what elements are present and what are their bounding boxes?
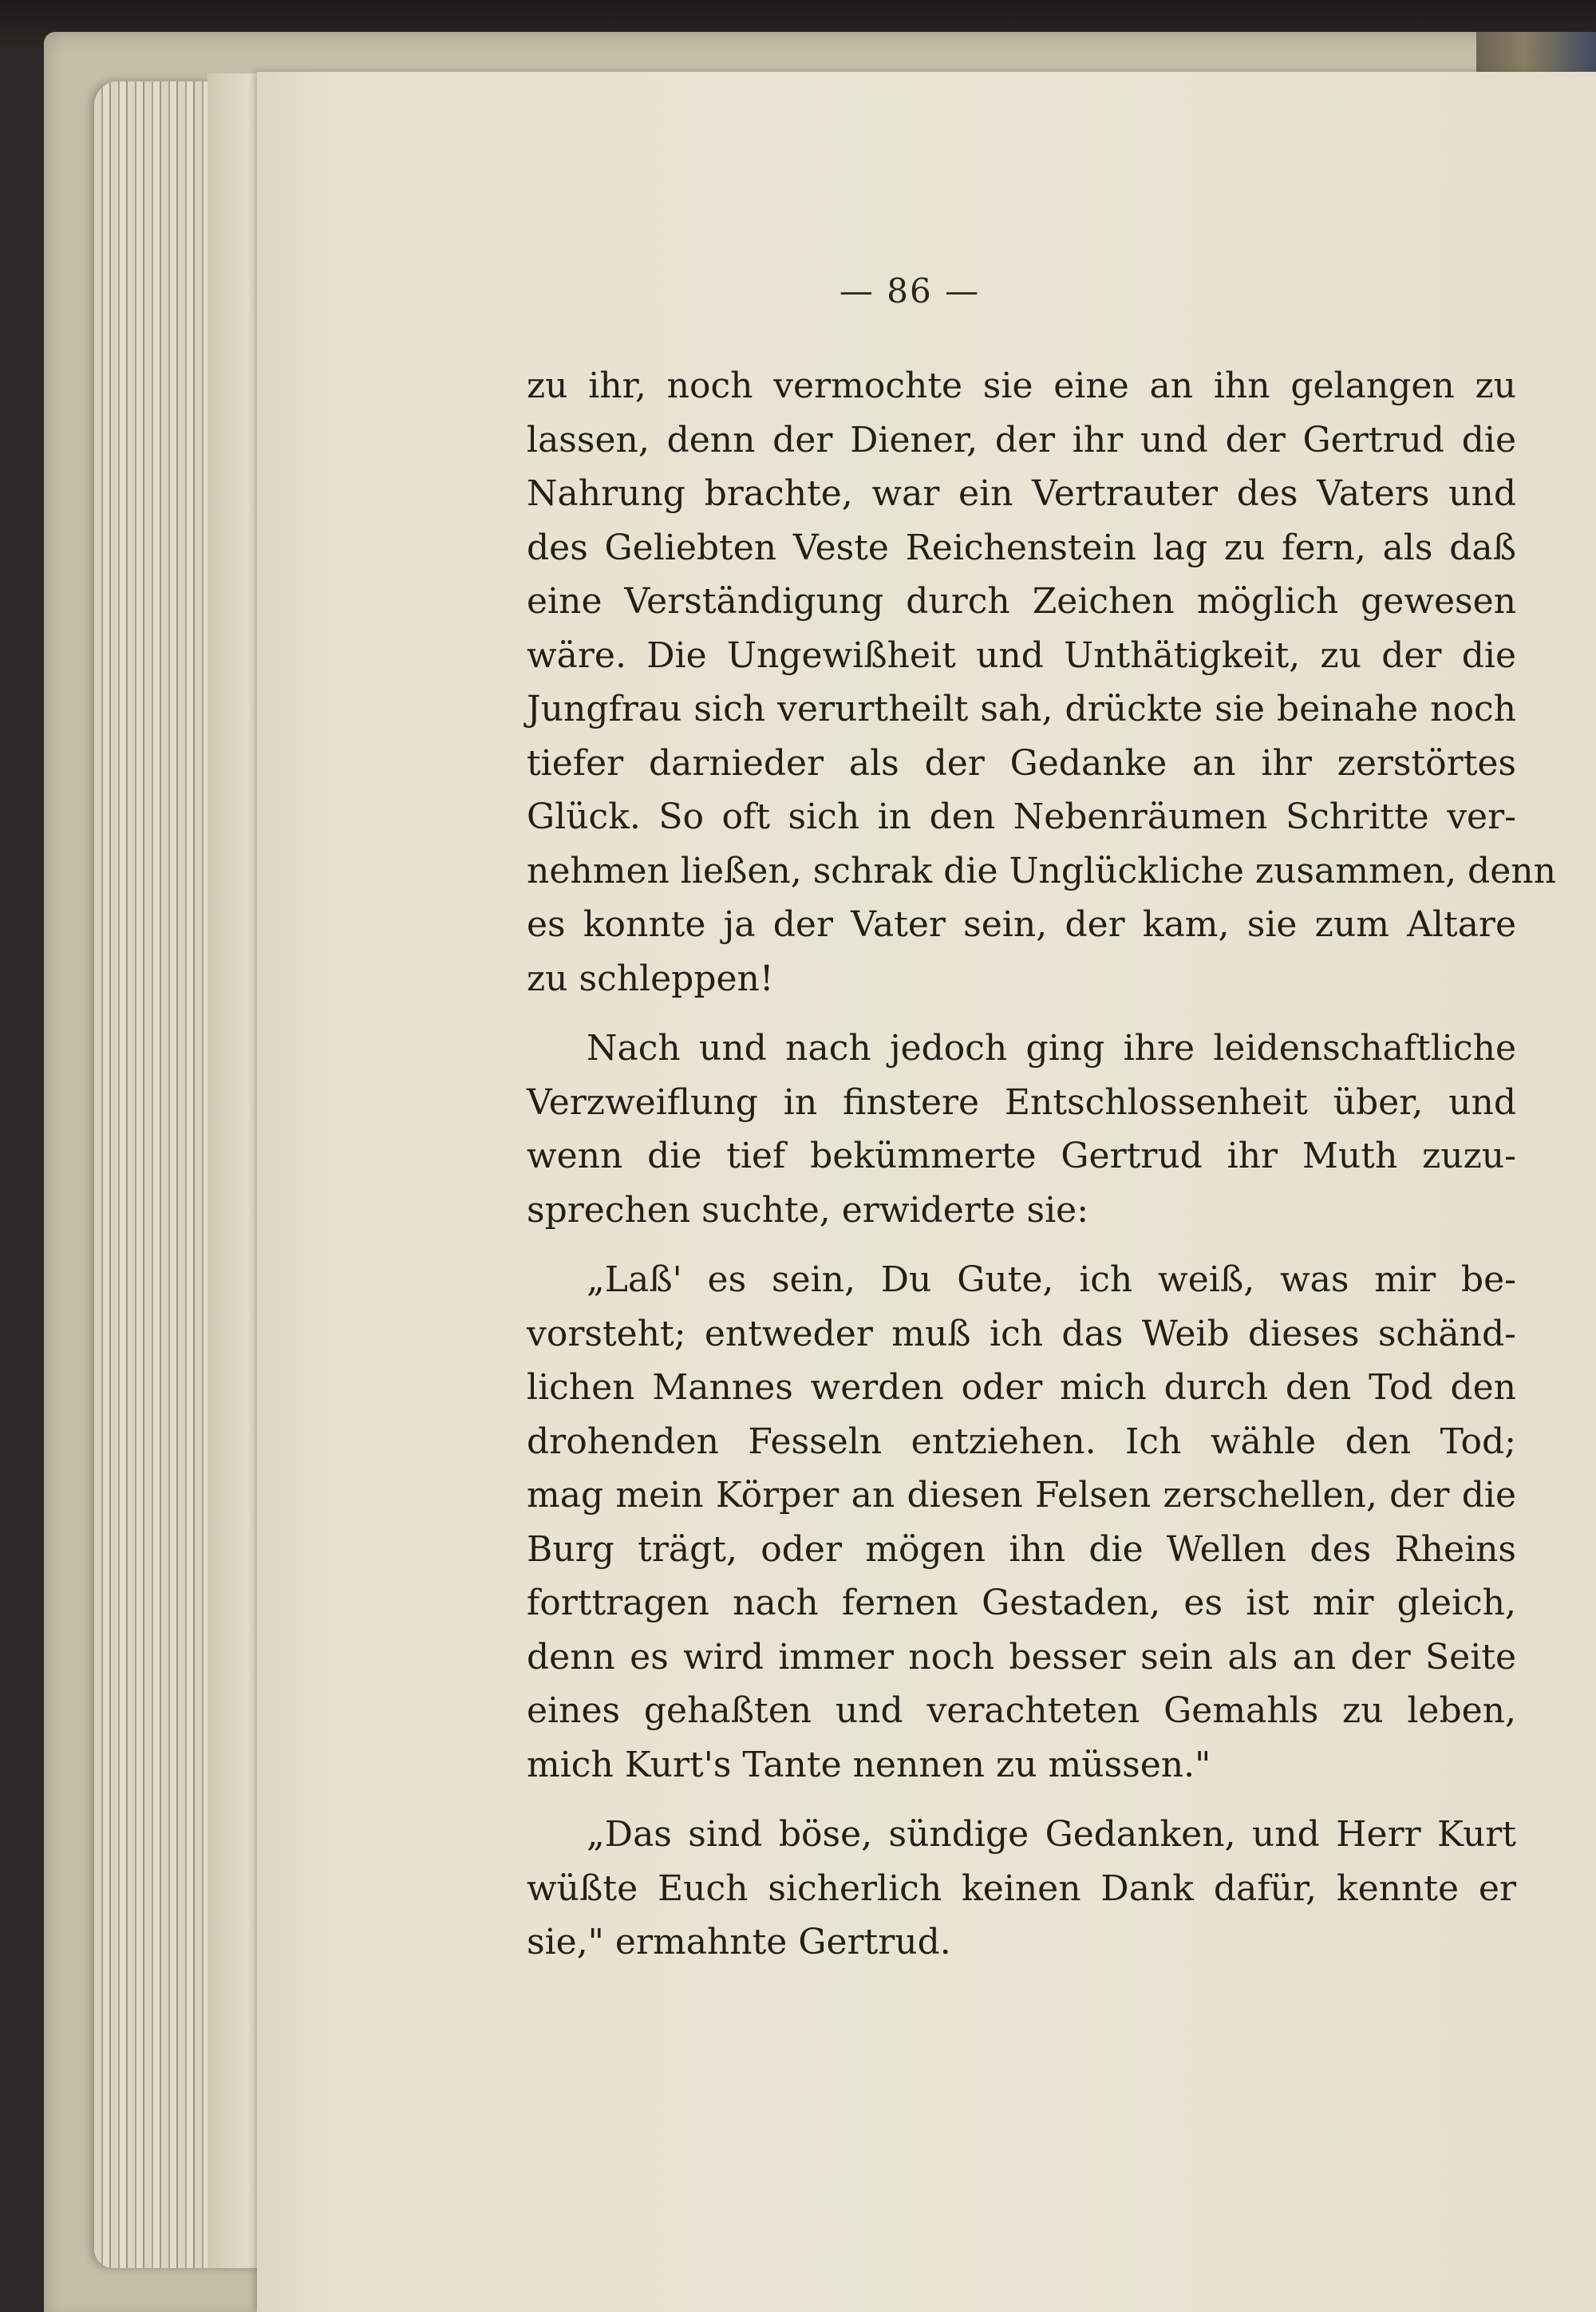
text-line: wäre. Die Ungewißheit und Unthätigkeit, zu der die	[527, 634, 1516, 676]
text-line: „Laß' es sein, Du Gute, ich weiß, was mir be-	[587, 1259, 1516, 1300]
paragraph-1	[527, 359, 1556, 1006]
text-line: wenn die tief bekümmerte Gertrud ihr Muth zuzu-	[527, 1136, 1516, 1176]
text-line: mag mein Körper an diesen Felsen zerschellen, der die	[527, 1475, 1516, 1516]
text-line: lichen Mannes werden oder mich durch den Tod den	[527, 1367, 1516, 1408]
text-line: Burg trägt, oder mögen ihn die Wellen des Rheins	[527, 1528, 1516, 1570]
text-body	[527, 359, 1556, 1970]
page-edges-inner	[207, 73, 263, 2268]
text-line: wüßte Euch sicherlich keinen Dank dafür, kennte er	[527, 1867, 1516, 1909]
paragraph-4	[527, 1808, 1516, 1970]
text-line: Jungfrau sich verurtheilt sah, drückte sie beinahe noch	[527, 689, 1516, 729]
text-line: forttragen nach fernen Gestaden, es ist mir gleich,	[527, 1583, 1516, 1623]
text-line: „Das sind böse, sündige Gedanken, und Herr Kurt	[587, 1814, 1516, 1855]
text-line: eine Verständigung durch Zeichen möglich gewesen	[527, 581, 1516, 622]
text-line: Nach und nach jedoch ging ihre leidenschaftliche	[587, 1028, 1516, 1069]
text-line: eines gehaßten und verachteten Gemahls zu leben,	[527, 1690, 1516, 1731]
text-line: lassen, denn der Diener, der ihr und der Gertrud die	[527, 419, 1516, 460]
paragraph-3	[527, 1253, 1516, 1792]
text-line: mich Kurt's Tante nennen zu müssen."	[527, 1744, 1211, 1785]
page-number: — 86 —	[839, 271, 981, 310]
text-line: Verzweiflung in finstere Entschlossenheit über, und	[527, 1081, 1516, 1123]
text-line: des Geliebten Veste Reichenstein lag zu fern, als daß	[527, 527, 1516, 568]
text-line: zu ihr, noch vermochte sie eine an ihn gelangen zu	[527, 366, 1516, 406]
text-line: denn es wird immer noch besser sein als an der Seite	[527, 1636, 1516, 1678]
text-line: drohenden Fesseln entziehen. Ich wähle den Tod;	[527, 1421, 1516, 1462]
text-line: Nahrung brachte, war ein Vertrauter des Vaters und	[527, 473, 1516, 514]
text-line: tiefer darnieder als der Gedanke an ihr zerstörtes	[527, 742, 1516, 784]
text-line: es konnte ja der Vater sein, der kam, sie zum Altare	[527, 904, 1516, 945]
text-line: nehmen ließen, schrak die Unglückliche zusammen, denn	[527, 850, 1556, 891]
text-line: sie," ermahnte Gertrud.	[527, 1922, 951, 1962]
text-line: sprechen suchte, erwiderte sie:	[527, 1189, 1089, 1231]
paragraph-2	[527, 1022, 1516, 1237]
text-line: Glück. So oft sich in den Nebenräumen Schritte ver-	[527, 796, 1516, 837]
text-line: zu schleppen!	[527, 958, 774, 999]
text-line: vorsteht; entweder muß ich das Weib dieses schänd-	[527, 1313, 1516, 1354]
